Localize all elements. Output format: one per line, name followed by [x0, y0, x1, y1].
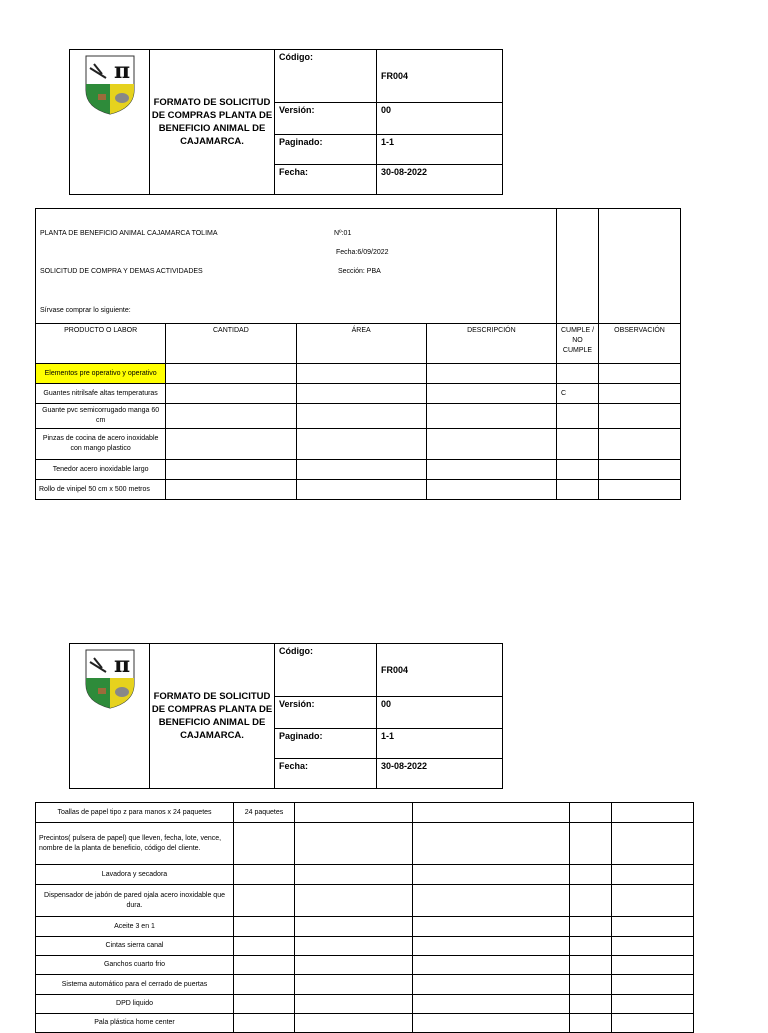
area-cell — [295, 865, 413, 885]
request-section: Sección: PBA — [338, 268, 381, 275]
description-cell — [413, 885, 570, 917]
cumple-cell — [570, 823, 612, 865]
quantity-cell — [234, 975, 295, 995]
request-table-page-2 — [35, 802, 694, 1033]
col-header-producto: PRODUCTO O LABOR — [36, 324, 166, 364]
table-row — [36, 429, 681, 460]
observation-cell — [612, 937, 694, 956]
table-row — [36, 803, 694, 823]
paginado-value: 1-1 — [377, 135, 503, 165]
description-cell — [413, 823, 570, 865]
description-cell — [413, 937, 570, 956]
observation-cell — [612, 865, 694, 885]
observation-cell — [612, 956, 694, 975]
request-number: Nº:01 — [334, 230, 352, 237]
table-row — [36, 823, 694, 865]
product-cell: Pala plástica home center — [36, 1014, 234, 1033]
area-cell — [295, 956, 413, 975]
area-cell — [295, 917, 413, 937]
quantity-cell — [166, 404, 296, 429]
product-cell: Guante pvc semicorrugado manga 60 cm — [36, 404, 166, 429]
codigo-value: FR004 — [377, 644, 503, 697]
table-row — [36, 1014, 694, 1033]
table-row — [36, 460, 681, 480]
description-cell — [413, 995, 570, 1014]
document-header-1 — [69, 49, 503, 195]
col-header-cumple: CUMPLE / NO CUMPLE — [557, 324, 599, 364]
cumple-cell — [557, 429, 599, 460]
request-table-page-1 — [35, 208, 681, 500]
area-cell — [296, 364, 426, 384]
cumple-cell — [570, 917, 612, 937]
table-row — [36, 956, 694, 975]
paginado-value: 1-1 — [377, 729, 503, 759]
product-cell: Pinzas de cocina de acero inoxidable con mango plastico — [36, 429, 166, 460]
description-cell — [413, 865, 570, 885]
area-cell — [295, 937, 413, 956]
table-row — [36, 364, 681, 384]
cumple-cell — [570, 803, 612, 823]
description-cell — [426, 364, 556, 384]
quantity-cell — [166, 364, 296, 384]
observation-cell — [599, 460, 681, 480]
form-title: FORMATO DE SOLICITUD DE COMPRAS PLANTA DE BENEFICIO ANIMAL DE CAJAMARCA. — [150, 50, 275, 195]
area-cell — [295, 885, 413, 917]
area-cell — [296, 480, 426, 500]
blank-cell — [557, 209, 599, 324]
table-row — [36, 384, 681, 404]
request-subject: SOLICITUD DE COMPRA Y DEMAS ACTIVIDADES — [40, 268, 203, 275]
quantity-cell — [166, 384, 296, 404]
quantity-cell — [234, 956, 295, 975]
description-cell — [413, 803, 570, 823]
svg-text:π: π — [113, 58, 130, 84]
cumple-cell — [570, 937, 612, 956]
observation-cell — [599, 480, 681, 500]
observation-cell — [599, 364, 681, 384]
quantity-cell — [234, 1014, 295, 1033]
observation-cell — [599, 429, 681, 460]
plant-name: PLANTA DE BENEFICIO ANIMAL CAJAMARCA TOLIMA — [40, 230, 218, 237]
logo-cell — [70, 50, 150, 195]
area-cell — [296, 460, 426, 480]
product-cell: Rollo de vinipel 50 cm x 500 metros — [36, 480, 166, 500]
cumple-cell — [570, 956, 612, 975]
request-info-cell — [36, 209, 557, 324]
form-title: FORMATO DE SOLICITUD DE COMPRAS PLANTA DE BENEFICIO ANIMAL DE CAJAMARCA. — [150, 644, 275, 789]
col-header-observacion: OBSERVACIÓN — [599, 324, 681, 364]
cumple-cell — [570, 975, 612, 995]
municipal-emblem-icon — [84, 648, 136, 710]
cumple-cell — [570, 885, 612, 917]
version-label: Versión: — [275, 103, 377, 135]
document-header-2 — [69, 643, 503, 789]
fecha-value: 30-08-2022 — [377, 759, 503, 789]
cumple-cell — [570, 1014, 612, 1033]
version-value: 00 — [377, 103, 503, 135]
table-row — [36, 937, 694, 956]
quantity-cell — [234, 995, 295, 1014]
col-header-descripcion: DESCRIPCIÓN — [426, 324, 556, 364]
description-cell — [426, 480, 556, 500]
area-cell — [296, 384, 426, 404]
quantity-cell — [234, 865, 295, 885]
cumple-cell — [570, 995, 612, 1014]
quantity-cell — [234, 823, 295, 865]
area-cell — [295, 803, 413, 823]
product-cell: Aceite 3 en 1 — [36, 917, 234, 937]
product-cell: Toallas de papel tipo z para manos x 24 paquetes — [36, 803, 234, 823]
description-cell — [413, 975, 570, 995]
product-cell: Cintas sierra canal — [36, 937, 234, 956]
cumple-cell: C — [557, 384, 599, 404]
observation-cell — [599, 384, 681, 404]
quantity-cell — [166, 460, 296, 480]
table-row — [36, 480, 681, 500]
observation-cell — [599, 404, 681, 429]
municipal-emblem-icon — [84, 54, 136, 116]
fecha-label: Fecha: — [275, 165, 377, 195]
observation-cell — [612, 1014, 694, 1033]
product-cell: Sistema automático para el cerrado de puertas — [36, 975, 234, 995]
product-cell: DPD liquido — [36, 995, 234, 1014]
area-cell — [295, 1014, 413, 1033]
fecha-value: 30-08-2022 — [377, 165, 503, 195]
cumple-cell — [557, 460, 599, 480]
request-intro: Sírvase comprar lo siguiente: — [40, 307, 131, 314]
area-cell — [296, 429, 426, 460]
observation-cell — [612, 803, 694, 823]
quantity-cell — [234, 917, 295, 937]
product-cell: Dispensador de jabón de pared ojala acero inoxidable que dura. — [36, 885, 234, 917]
request-date: Fecha:6/09/2022 — [336, 249, 389, 256]
area-cell — [295, 975, 413, 995]
description-cell — [413, 917, 570, 937]
product-cell: Elementos pre operativo y operativo — [36, 364, 166, 384]
quantity-cell — [234, 937, 295, 956]
table-row — [36, 885, 694, 917]
table-row — [36, 404, 681, 429]
area-cell — [295, 823, 413, 865]
product-cell: Guantes nitrilsafe altas temperaturas — [36, 384, 166, 404]
blank-cell — [599, 209, 681, 324]
quantity-cell — [166, 480, 296, 500]
observation-cell — [612, 917, 694, 937]
description-cell — [426, 429, 556, 460]
description-cell — [426, 404, 556, 429]
description-cell — [413, 956, 570, 975]
cumple-cell — [557, 364, 599, 384]
cumple-cell — [570, 865, 612, 885]
table-row — [36, 995, 694, 1014]
description-cell — [426, 384, 556, 404]
version-value: 00 — [377, 697, 503, 729]
product-cell: Precintos( pulsera de papel) que lleven, fecha, lote, vence, nombre de la planta de beneficio, código del cliente. — [36, 823, 234, 865]
table-row — [36, 917, 694, 937]
quantity-cell: 24 paquetes — [234, 803, 295, 823]
table-row — [36, 975, 694, 995]
cumple-cell — [557, 404, 599, 429]
product-cell: Ganchos cuarto frio — [36, 956, 234, 975]
quantity-cell — [166, 429, 296, 460]
col-header-cantidad: CANTIDAD — [166, 324, 296, 364]
paginado-label: Paginado: — [275, 729, 377, 759]
observation-cell — [612, 885, 694, 917]
cumple-cell — [557, 480, 599, 500]
observation-cell — [612, 975, 694, 995]
description-cell — [413, 1014, 570, 1033]
area-cell — [295, 995, 413, 1014]
table-row — [36, 865, 694, 885]
product-cell: Tenedor acero inoxidable largo — [36, 460, 166, 480]
observation-cell — [612, 823, 694, 865]
logo-cell — [70, 644, 150, 789]
area-cell — [296, 404, 426, 429]
description-cell — [426, 460, 556, 480]
codigo-label: Código: — [275, 644, 377, 697]
fecha-label: Fecha: — [275, 759, 377, 789]
paginado-label: Paginado: — [275, 135, 377, 165]
version-label: Versión: — [275, 697, 377, 729]
svg-text:π: π — [113, 652, 130, 678]
observation-cell — [612, 995, 694, 1014]
quantity-cell — [234, 885, 295, 917]
col-header-area: ÁREA — [296, 324, 426, 364]
codigo-value: FR004 — [377, 50, 503, 103]
product-cell: Lavadora y secadora — [36, 865, 234, 885]
codigo-label: Código: — [275, 50, 377, 103]
